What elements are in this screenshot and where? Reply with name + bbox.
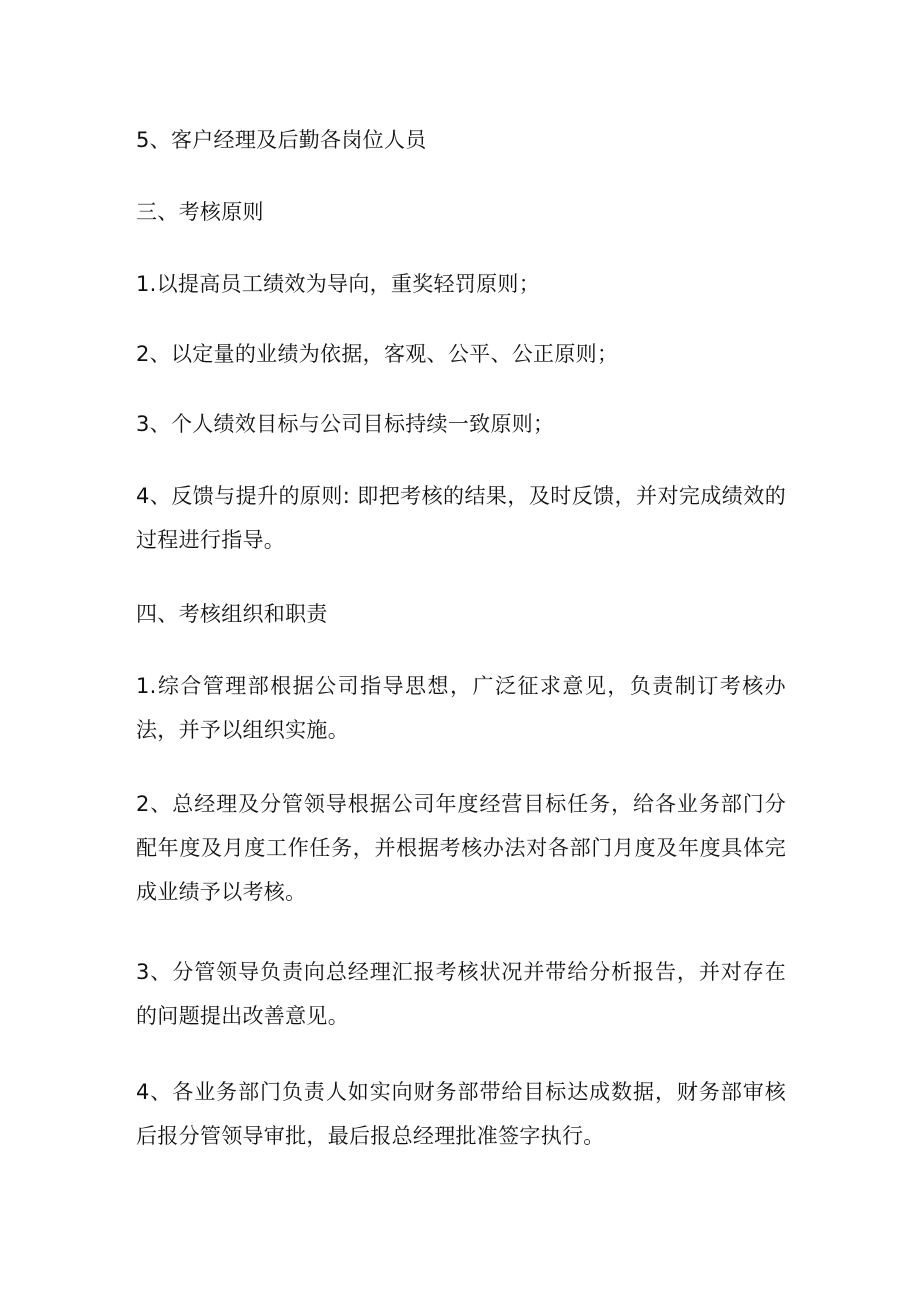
list-item-staff-scope: 5、客户经理及后勤各岗位人员 [136,128,427,152]
section-heading-organization: 四、考核组织和职责 [136,602,328,626]
principle-item-1: 1.以提高员工绩效为导向，重奖轻罚原则； [136,272,541,296]
principle-item-2: 2、以定量的业绩为依据，客观、公平、公正原则； [136,342,619,366]
principle-item-3: 3、个人绩效目标与公司目标持续一致原则； [136,412,555,436]
responsibility-item-2: 2、总经理及分管领导根据公司年度经营目标任务，给各业务部门分配年度及月度工作任务，并根据考核办法对各部门月度及年度具体完成业绩予以考核。 [136,792,786,904]
principle-item-4: 4、反馈与提升的原则: 即把考核的结果，及时反馈，并对完成绩效的过程进行指导。 [136,484,786,552]
responsibility-item-3: 3、分管领导负责向总经理汇报考核状况并带给分析报告，并对存在的问题提出改善意见。 [136,960,786,1028]
responsibility-item-4: 4、各业务部门负责人如实向财务部带给目标达成数据，财务部审核后报分管领导审批，最后报总经理批准签字执行。 [136,1080,786,1148]
responsibility-item-1: 1.综合管理部根据公司指导思想，广泛征求意见，负责制订考核办法，并予以组织实施。 [136,674,786,742]
section-heading-principles: 三、考核原则 [136,200,264,224]
